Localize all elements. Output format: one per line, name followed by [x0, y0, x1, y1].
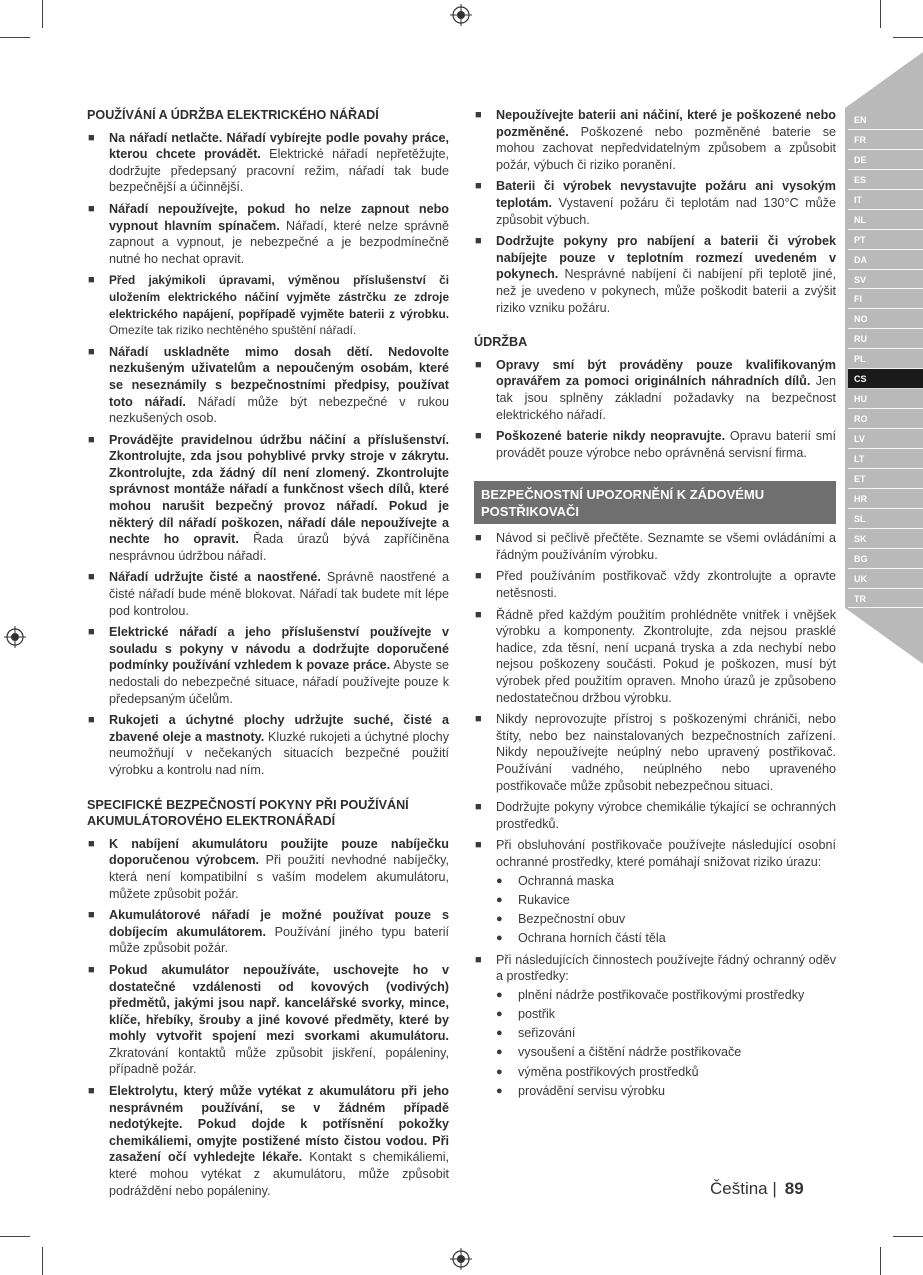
- list-item: ■ Akumulátorové nářadí je možné používat pouze s dobíjecím akumulátorem. Používání jiného typu baterií může způsobit požár.: [88, 908, 449, 956]
- sprayer-safety-list: [474, 530, 836, 1099]
- language-tab-no[interactable]: NO: [848, 309, 923, 329]
- registration-mark-icon: [4, 626, 26, 648]
- language-tab-de[interactable]: DE: [848, 150, 923, 170]
- list-item: ■ Na nářadí netlačte. Nářadí vybírejte podle povahy práce, kterou chcete provádět. Elektrické nářadí nepřetěžujte, dodržujte předepsaný pracovní režim, nářadí tak bude bezpečnější a účinnější.: [88, 130, 450, 195]
- activity-item: ● vysoušení a čištění nádrže postřikovače: [496, 1045, 742, 1060]
- ppe-item: ● Rukavice: [496, 892, 570, 907]
- activity-item: ● plnění nádrže postřikovače postřikovými prostředky: [496, 987, 805, 1002]
- list-item: ■ Nepoužívejte baterii ani náčiní, které je poškozené nebo pozměněné. Poškozené nebo pozměněné baterie se mohou zachovat nepředvidatelným způsobem a způsobit požár, výbuch či riziko poranění.: [475, 108, 836, 172]
- language-tab-sk[interactable]: SK: [848, 529, 923, 549]
- language-tab-lv[interactable]: LV: [848, 429, 923, 449]
- language-tab-fr[interactable]: FR: [848, 130, 923, 150]
- list-item: ■ Dodržujte pokyny pro nabíjení a baterii či výrobek nabíjejte pouze v teplotním rozmezí uvedeném v pokynech. Nesprávné nabíjení či nabíjení při teplotě jiné, než je uvedeno v pokynech, může poškodit baterii a zvýšit riziko vzniku požáru.: [475, 234, 836, 315]
- list-item: ■ Provádějte pravidelnou údržbu náčiní a příslušenství. Zkontrolujte, zda jsou pohyblivé prvky stroje v zákrytu. Zkontrolujte, zda žádný díl není zlomený. Zkontrolujte správnost montáže nářadí a funkčnost všech dílů, které mohou narušit bezpečný provoz nářadí. Pokud je některý díl nářadí poškozen, nářadí dále nepoužívejte a nechte ho opravit. Řada úrazů bývá zapříčiněna nesprávnou údržbou nářadí.: [88, 432, 449, 563]
- activity-item: ● seřizování: [496, 1026, 576, 1041]
- activity-item: ● provádění servisu výrobku: [496, 1083, 665, 1098]
- list-item: ■ Nářadí nepoužívejte, pokud ho nelze zapnout nebo vypnout hlavním spínačem. Nářadí, které nelze správně zapnout a vypnout, je nebezpečné a je bezpodmínečně nutné ho nechat opravit.: [88, 201, 449, 266]
- dot-bullet-icon: ●: [496, 932, 503, 945]
- dot-bullet-icon: ●: [496, 912, 503, 925]
- square-bullet-icon: ■: [475, 570, 482, 583]
- language-tab-sl[interactable]: SL: [848, 509, 923, 529]
- square-bullet-icon: ■: [88, 274, 95, 287]
- language-tab-list: [848, 110, 923, 608]
- list-item: ■ Opravy smí být prováděny pouze kvalifikovaným opravářem za pomoci originálních náhradních dílů. Jen tak jsou splněny základní požadavky na bezpečnost elektrického nářadí.: [475, 357, 836, 422]
- dot-bullet-icon: ●: [496, 1065, 503, 1078]
- language-tab-uk[interactable]: UK: [848, 569, 923, 589]
- language-tab-sv[interactable]: SV: [848, 270, 923, 290]
- power-tool-use-list: [87, 130, 449, 779]
- list-item: ■ Před jakýmikoli úpravami, výměnou příslušenství či uložením elektrického náčiní vyjměte zástrčku ze zdroje elektrického napájení, popřípadě vyjměte baterii z výrobku. Omezíte tak riziko nechtěného spuštění nářadí.: [88, 273, 449, 338]
- list-item: ■ Nářadí udržujte čisté a naostřené. Správně naostřené a čisté nářadí bude méně blokovat. Nářadí tak budete mít lépe pod kontrolou.: [88, 570, 450, 618]
- square-bullet-icon: ■: [475, 358, 482, 371]
- language-tab-pl[interactable]: PL: [848, 349, 923, 369]
- right-column: [474, 107, 836, 1104]
- square-bullet-icon: ■: [88, 202, 95, 215]
- maintenance-list: [474, 357, 836, 462]
- language-tab-en[interactable]: EN: [848, 110, 923, 130]
- ppe-item: ● Ochrana horních částí těla: [496, 931, 666, 946]
- square-bullet-icon: ■: [475, 180, 482, 193]
- dot-bullet-icon: ●: [496, 1008, 503, 1021]
- footer-language: Čeština |: [710, 1179, 777, 1198]
- language-tab-lt[interactable]: LT: [848, 449, 923, 469]
- square-bullet-icon: ■: [88, 963, 95, 976]
- square-bullet-icon: ■: [88, 571, 95, 584]
- registration-mark-icon: [450, 1248, 472, 1270]
- language-tab-da[interactable]: DA: [848, 250, 923, 270]
- square-bullet-icon: ■: [88, 1085, 95, 1098]
- ppe-item: ● Bezpečnostní obuv: [496, 911, 626, 926]
- dot-bullet-icon: ●: [496, 874, 503, 887]
- activity-item: ● postřik: [496, 1007, 556, 1022]
- page-footer: [710, 1179, 804, 1199]
- crop-mark: [880, 1247, 881, 1275]
- language-tab-ro[interactable]: RO: [848, 409, 923, 429]
- list-item: ■ Baterii či výrobek nevystavujte požáru ani vysokým teplotám. Vystavení požáru či teplotám nad 130°C může způsobit výbuch.: [475, 179, 836, 227]
- crop-mark: [893, 37, 923, 38]
- square-bullet-icon: ■: [88, 837, 95, 850]
- dot-bullet-icon: ●: [496, 1027, 503, 1040]
- list-item: ■ Pokud akumulátor nepoužíváte, uschovejte ho v dostatečné vzdálenosti od kovových (vodivých) předmětů, jakými jsou např. kancelářské svorky, mince, klíče, hřebíky, šrouby a jiné kovové předměty, které by mohly vytvořit spojení mezi svorkami akumulátoru. Zkratování kontaktů může způsobit jiskření, popáleniny, případně požár.: [88, 962, 449, 1077]
- square-bullet-icon: ■: [475, 953, 482, 966]
- list-item: ■ K nabíjení akumulátoru použijte pouze nabíječku doporučenou výrobcem. Při použití nevhodné nabíječky, která není kompatibilní s vaším modelem akumulátoru, můžete způsobit požár.: [88, 836, 449, 901]
- dot-bullet-icon: ●: [496, 1046, 503, 1059]
- list-item: ■ Návod si pečlivě přečtěte. Seznamte se všemi ovládáními a řádným používáním výrobku.: [475, 531, 836, 562]
- crop-mark: [880, 0, 881, 28]
- list-item: ■ Dodržujte pokyny výrobce chemikálie týkající se ochranných prostředků.: [475, 800, 836, 831]
- list-item: ■ Nikdy neprovozujte přístroj s poškozenými chrániči, nebo štíty, nebo bez nainstalovaných bezpečnostních zařízení. Nikdy nepoužívejte neúplný nebo upravený postřikovač. Používání vadného, neúplného nebo upraveného postřikovače může způsobit nebezpečnou situaci.: [475, 712, 836, 793]
- list-item: ■ Poškozené baterie nikdy neopravujte. Opravu baterií smí provádět pouze výrobce nebo oprávněná servisní firma.: [475, 429, 836, 460]
- crop-mark: [42, 0, 43, 28]
- language-tab-nl[interactable]: NL: [848, 210, 923, 230]
- crop-mark: [893, 1236, 923, 1237]
- list-item: ■ Řádně před každým použitím prohlédněte vnitřek i vnějšek výrobku a komponenty. Zkontrolujte, zda nejsou prasklé hadice, zda těsní, není ucpaná tryska a zda nechybí nebo nejsou poškozeny součásti. Pokud je poškozen, musí být výrobek před použitím opraven. Mnoho úrazů je způsobeno nedostatečnou držbou výrobku.: [475, 607, 836, 705]
- language-tab-bg[interactable]: BG: [848, 549, 923, 569]
- battery-tools-list: [87, 836, 449, 1199]
- language-tab-pt[interactable]: PT: [848, 230, 923, 250]
- list-item: ■ Při následujících činnostech používejte řádný ochranný oděv a prostředky: ● plnění nádrže postřikovače postřikovými prostředky ● postřik ● seřizování ● vysoušení a čištění nádrže postřikovače ● výměna postřikových prostředků ● provádění servisu výrobku: [475, 952, 836, 1098]
- square-bullet-icon: ■: [475, 713, 482, 726]
- square-bullet-icon: ■: [475, 430, 482, 443]
- registration-mark-icon: [450, 4, 472, 26]
- language-tab-es[interactable]: ES: [848, 170, 923, 190]
- language-tab-ru[interactable]: RU: [848, 329, 923, 349]
- section-title-battery-tools: SPECIFICKÉ BEZPEČNOSTÍ POKYNY PŘI POUŽÍVÁNÍ AKUMULÁTOROVÉHO ELEKTRONÁŘADÍ: [87, 797, 409, 829]
- square-bullet-icon: ■: [475, 109, 482, 121]
- square-bullet-icon: ■: [475, 839, 482, 852]
- list-item: ■ Při obsluhování postřikovače používejte následující osobní ochranné prostředky, které pomáhají snižovat riziko úrazu: ● Ochranná maska ● Rukavice ● Bezpečnostní obuv ● Ochrana horních částí těla: [475, 838, 836, 946]
- square-bullet-icon: ■: [88, 626, 95, 639]
- section-title-power-tool-use: POUŽÍVÁNÍ A ÚDRŽBA ELEKTRICKÉHO NÁŘADÍ: [87, 108, 379, 122]
- language-tab-fi[interactable]: FI: [848, 289, 923, 309]
- language-tab-cs[interactable]: CS: [848, 369, 923, 389]
- square-bullet-icon: ■: [88, 714, 95, 727]
- ppe-item: ● Ochranná maska: [496, 873, 614, 888]
- crop-mark: [0, 37, 30, 38]
- language-tab-hr[interactable]: HR: [848, 489, 923, 509]
- language-tab-it[interactable]: IT: [848, 190, 923, 210]
- language-tab-et[interactable]: ET: [848, 469, 923, 489]
- square-bullet-icon: ■: [88, 345, 95, 358]
- list-item: ■ Elektrické nářadí a jeho příslušenství používejte v souladu s pokyny v návodu a dodržujte doporučené podmínky používání vzhledem k povaze práce. Abyste se nedostali do nebezpečné situace, nářadí používejte pouze k předepsaným účelům.: [88, 625, 449, 706]
- battery-safety-list: [474, 107, 836, 316]
- language-tab-hu[interactable]: HU: [848, 389, 923, 409]
- square-bullet-icon: ■: [88, 909, 95, 922]
- activity-item: ● výměna postřikových prostředků: [496, 1064, 699, 1079]
- dot-bullet-icon: ●: [496, 893, 503, 906]
- crop-mark: [0, 1236, 30, 1237]
- page-number: 89: [784, 1179, 804, 1198]
- square-bullet-icon: ■: [475, 801, 482, 814]
- list-item: ■ Elektrolytu, který může vytékat z akumulátoru při jeho nesprávném používání, se v žádném případě nedotýkejte. Pokud dojde k potřísnění pokožky chemikáliemi, omyjte postižené místo čistou vodou. Při zasažení očí vyhledejte lékaře. Kontakt s chemikáliemi, které mohou vytékat z akumulátoru, může způsobit podráždění nebo popáleniny.: [88, 1084, 449, 1198]
- dot-bullet-icon: ●: [496, 988, 503, 1001]
- list-item: ■ Rukojeti a úchytné plochy udržujte suché, čisté a zbavené oleje a mastnoty. Kluzké rukojeti a úchytné plochy neumožňují v nečekaných situacích bezpečné použití výrobku a kontrolu nad ním.: [88, 713, 449, 777]
- language-tab-tr[interactable]: TR: [848, 589, 923, 609]
- list-item: ■ Před používáním postřikovač vždy zkontrolujte a opravte netěsnosti.: [475, 569, 836, 601]
- dot-bullet-icon: ●: [496, 1084, 503, 1097]
- square-bullet-icon: ■: [475, 532, 482, 545]
- square-bullet-icon: ■: [475, 608, 482, 621]
- square-bullet-icon: ■: [88, 433, 95, 446]
- list-item: ■ Nářadí uskladněte mimo dosah dětí. Nedovolte nezkušeným uživatelům a nepoučeným osobám, které se neseznámily s bezpečnostními předpisy, používat toto nářadí. Nářadí může být nebezpečné v rukou nezkušených osob.: [88, 344, 449, 426]
- section-title-sprayer-safety: BEZPEČNOSTNÍ UPOZORNĚNÍ K ZÁDOVÉMU POSTŘIKOVAČI: [474, 481, 836, 524]
- activities-list: [496, 987, 836, 1100]
- section-title-maintenance: ÚDRŽBA: [474, 335, 528, 350]
- left-column: [87, 107, 449, 1204]
- square-bullet-icon: ■: [88, 131, 95, 144]
- ppe-list: [496, 873, 836, 947]
- crop-mark: [42, 1247, 43, 1275]
- square-bullet-icon: ■: [475, 235, 482, 248]
